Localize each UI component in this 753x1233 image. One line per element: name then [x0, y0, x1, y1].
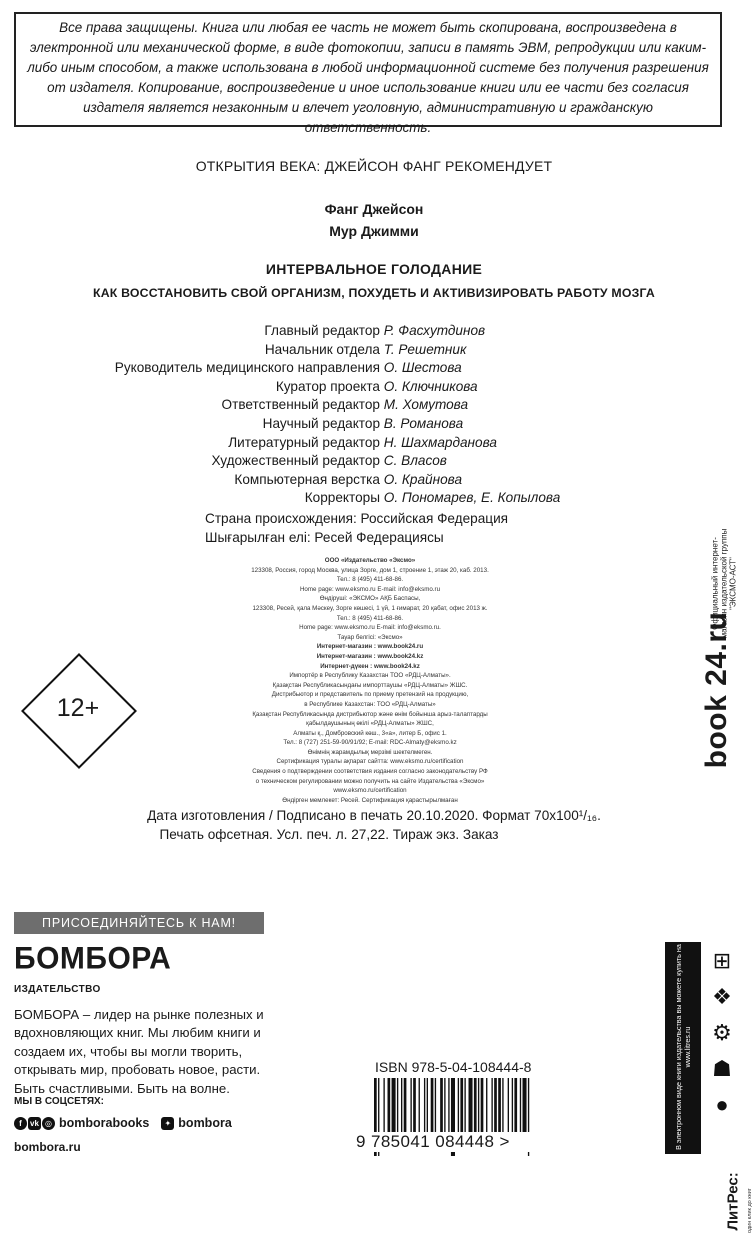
- litres-band: [665, 942, 701, 1154]
- barcode-bar: [474, 1078, 477, 1134]
- barcode-bar: [481, 1078, 484, 1134]
- publisher-info-line: www.eksmo.ru/certification: [333, 787, 407, 795]
- publisher-info-line: Тауар белгісі: «Эксмо»: [337, 633, 403, 641]
- credit-role: Компьютерная верстка: [234, 471, 380, 487]
- litres-logo: ЛитРес:: [724, 1172, 742, 1231]
- credit-role: Руководитель медицинского направления: [114, 360, 380, 376]
- barcode-bar: [520, 1078, 521, 1134]
- barcode-bar: [435, 1078, 436, 1134]
- publisher-info-line: Өнімнің жарамдылық мерзімі шектелмеген.: [307, 748, 433, 756]
- credit-name: М. Хомутова: [383, 397, 469, 413]
- age-rating: [22, 654, 134, 766]
- credit-role: Литературный редактор: [228, 434, 380, 450]
- barcode-bar: [464, 1078, 465, 1134]
- barcode-bar: [498, 1078, 501, 1134]
- book-subtitle: КАК ВОССТАНОВИТЬ СВОЙ ОРГАНИЗМ, ПОХУДЕТЬ И АКТИВИЗИРОВАТЬ РАБОТУ МОЗГА: [93, 286, 655, 300]
- publisher-info-line: Өндірген мемлекет: Ресей. Сертификация қарастырылмаған: [282, 796, 458, 804]
- credit-role: Научный редактор: [262, 415, 380, 431]
- rights-notice-text: Все права защищены. Книга или любая ее часть не может быть скопирована, воспроизведена в электронной или механической форме, в виде фотокопии, записи в память ЭВМ, репродукции или каким-либо иным способом, а также использована в любой информационной системе без получения разрешения от издателя. Копирование, воспроизведение и иное использование книги или ее части без согласия издателя является незаконным и влечет уголовную, административную и гражданскую ответственность.: [27, 20, 709, 135]
- barcode-bar: [413, 1078, 416, 1134]
- publisher-info-line: Дистрибьютор и представитель по приему претензий на продукцию,: [271, 691, 469, 699]
- barcode-bar: [460, 1078, 463, 1134]
- rights-notice: [14, 12, 722, 135]
- credit-line: [0, 396, 748, 415]
- publisher-info-line: Home page: www.eksmo.ru E-mail: info@eksmo.ru: [299, 585, 441, 593]
- publisher-info-line: Home page: www.eksmo.ru E-mail: info@eksmo.ru.: [299, 624, 441, 632]
- brand-about: БОМБОРА – лидер на рынке полезных и вдохновляющих книг. Мы любим книги и создаем их, чтобы вы могли творить, открывать мир, пробовать новое, расти. Быть счастливыми. Быть на волне.: [14, 1007, 264, 1096]
- barcode-bar: [502, 1078, 503, 1134]
- publisher-info-line: Қазақстан Республикасындағы импорттаушы «РДЦ-Алматы» ЖШС.: [272, 681, 468, 689]
- book24-caption-text: Официальный интернет-магазин издательской группы "ЭКСМО-АСТ": [710, 528, 738, 639]
- social-label: МЫ В СОЦСЕТЯХ:: [14, 1096, 105, 1107]
- barcode-bar: [440, 1078, 443, 1134]
- barcode-bar: [514, 1078, 517, 1134]
- origin-ru: Страна происхождения: Российская Федерация: [205, 511, 509, 526]
- book24-logo: [696, 610, 736, 770]
- zen-icon: ✦: [161, 1117, 174, 1130]
- credit-role: Ответственный редактор: [221, 397, 380, 413]
- print-details: [0, 807, 748, 844]
- publisher-info-line: Сведения о подтверждении соответствия издания согласно законодательству РФ: [252, 768, 488, 776]
- author-1: Фанг Джейсон: [324, 201, 424, 217]
- age-rating-text: 12+: [56, 694, 100, 722]
- publisher-info-line: 123308, Россия, город Москва, улица Зорге, дом 1, строение 1, этаж 20, каб. 2013.: [251, 566, 489, 574]
- barcode-bar: [448, 1078, 449, 1134]
- barcode-bar: [444, 1078, 445, 1134]
- credit-name: Р. Фасхутдинов: [383, 323, 486, 338]
- credit-role: Главный редактор: [264, 323, 380, 338]
- publisher-info-line: Интернет-магазин : www.book24.ru: [316, 643, 424, 651]
- credit-name: Т. Решетник: [383, 341, 467, 357]
- credit-line: [0, 341, 748, 360]
- barcode-bar: [424, 1078, 425, 1134]
- barcode-bar: [469, 1078, 473, 1134]
- litres-tagline: один клик до книг: [747, 1188, 753, 1233]
- publisher-info-line: Өндіруші: «ЭКСМО» АҚБ Баспасы,: [319, 595, 421, 603]
- barcode-bar: [397, 1078, 398, 1134]
- credit-line: [0, 415, 748, 434]
- publisher-info-line: Тел.: 8 (495) 411-68-86.: [336, 614, 404, 622]
- credit-role: Начальник отдела: [264, 341, 380, 357]
- series-title: ОТКРЫТИЯ ВЕКА: ДЖЕЙСОН ФАНГ РЕКОМЕНДУЕТ: [195, 158, 553, 174]
- social-handle-2: bombora: [178, 1116, 232, 1130]
- brand-label: ИЗДАТЕЛЬСТВО: [14, 984, 101, 995]
- facebook-icon: f: [14, 1117, 27, 1130]
- credit-line: [0, 378, 748, 397]
- credit-line: [0, 322, 748, 341]
- barcode-bar: [388, 1078, 391, 1134]
- publisher-info-line: Интернет-дүкен : www.book24.kz: [320, 662, 420, 670]
- publisher-info-line: Тел.: 8 (727) 251-59-90/91/92; E-mail: RDC-Almaty@eksmo.kz: [283, 739, 457, 747]
- publisher-info: [220, 556, 520, 805]
- barcode-bar: [401, 1078, 402, 1134]
- origin-kz: Шығарылған елі: Ресей Федерациясы: [205, 529, 444, 545]
- credit-line: [0, 489, 748, 508]
- print-details-line1: Дата изготовления / Подписано в печать 20.10.2020. Формат 70x100¹/₁₆.: [147, 808, 601, 823]
- barcode-digits: 9 785041 084448 >: [356, 1132, 581, 1152]
- publisher-info-line: қабылдаушының өкілі «РДЦ-Алматы» ЖШС,: [306, 720, 434, 728]
- barcode-bar: [494, 1078, 497, 1134]
- credit-name: О. Пономарев, Е. Копылова: [383, 490, 561, 506]
- book-title: ИНТЕРВАЛЬНОЕ ГОЛОДАНИЕ: [265, 261, 483, 277]
- credit-name: В. Романова: [383, 415, 464, 431]
- litres-band-text: В электронном виде книги издательства вы можете купить на www.litres.ru: [674, 944, 692, 1150]
- credit-role: Куратор проекта: [275, 378, 380, 394]
- barcode-bar: [410, 1078, 411, 1134]
- barcode-bar: [508, 1078, 509, 1134]
- credit-role: Художественный редактор: [211, 453, 380, 469]
- publisher-info-line: в Республике Казахстан: ТОО «РДЦ-Алматы»: [304, 700, 436, 708]
- barcode-bar: [491, 1078, 492, 1134]
- credit-name: С. Власов: [383, 453, 447, 469]
- brand-logo: БОМБОРА: [14, 941, 172, 976]
- publisher-info-line: Импортёр в Республику Казахстан ТОО «РДЦ-Алматы».: [289, 672, 451, 680]
- barcode-bar: [458, 1078, 459, 1134]
- instagram-icon: ◎: [42, 1117, 55, 1130]
- vk-icon: vk: [28, 1117, 41, 1130]
- android-icon: ☗: [712, 1056, 732, 1081]
- credit-line: [0, 359, 748, 378]
- book24-caption: [702, 528, 742, 639]
- credit-name: О. Крайнова: [383, 471, 462, 487]
- settings-icon: ⚙: [712, 1020, 732, 1045]
- barcode-bar: [486, 1078, 487, 1134]
- publisher-info-line: Интернет-магазин : www.book24.kz: [316, 652, 424, 660]
- windows-icon: ⊞: [712, 948, 732, 973]
- credit-line: [0, 434, 748, 453]
- print-details-line2: Печать офсетная. Усл. печ. л. 27,22. Тираж экз. Заказ: [159, 826, 499, 842]
- publisher-info-line: ООО «Издательство «Эксмо»: [324, 557, 416, 564]
- platform-icons: [705, 948, 739, 1128]
- credit-line: [0, 452, 748, 471]
- barcode-bar: [523, 1078, 527, 1134]
- credit-name: О. Шестова: [383, 360, 462, 376]
- credit-role: Корректоры: [304, 490, 380, 506]
- windows-phone-icon: ❖: [712, 984, 732, 1009]
- credits-list: [0, 322, 748, 508]
- barcode-bar: [478, 1078, 479, 1134]
- publisher-info-line: Қазақстан Республикасында дистрибьютор және өнім бойынша арыз-талаптарды: [252, 710, 488, 718]
- litres-block: [665, 942, 753, 1233]
- barcode-bar: [392, 1078, 396, 1134]
- origin-block: [0, 510, 748, 547]
- barcode-bar: [404, 1078, 407, 1134]
- apple-icon: ●: [715, 1092, 729, 1117]
- barcode-bar: [419, 1078, 420, 1134]
- author-2: Мур Джимми: [329, 223, 419, 239]
- isbn: ISBN 978-5-04-108444-8: [375, 1059, 532, 1075]
- publisher-info-line: 123308, Ресей, қала Мәскеу, Зорге көшесі, 1 үй, 1 ғимарат, 20 қабат, офис 2013 ж.: [252, 604, 488, 612]
- book24-logo-text: book 24.ru: [700, 611, 733, 769]
- credit-line: [0, 471, 748, 490]
- social-handle-1: bomborabooks: [59, 1116, 150, 1130]
- brand-site: bombora.ru: [14, 1140, 81, 1154]
- publisher-info-line: Алматы қ., Домбровский көш., 3«а», литер Б, офис 1.: [293, 729, 447, 737]
- publisher-info-line: Тел.: 8 (495) 411-68-86.: [336, 576, 404, 584]
- barcode-bar: [431, 1078, 434, 1134]
- credit-name: Н. Шахмарданова: [383, 434, 497, 450]
- join-banner: ПРИСОЕДИНЯЙТЕСЬ К НАМ!: [14, 912, 264, 934]
- barcode-bar: [427, 1078, 428, 1134]
- publisher-info-line: о техническом регулировании можно получить на сайте Издательства «Эксмо»: [255, 777, 485, 785]
- publisher-info-line: Сертификация туралы ақпарат сайтта: www.eksmo.ru/certification: [276, 758, 464, 766]
- barcode-bar: [383, 1078, 384, 1134]
- social-links: [14, 1116, 232, 1130]
- barcode-bar: [512, 1078, 513, 1134]
- credit-name: О. Ключникова: [383, 378, 478, 394]
